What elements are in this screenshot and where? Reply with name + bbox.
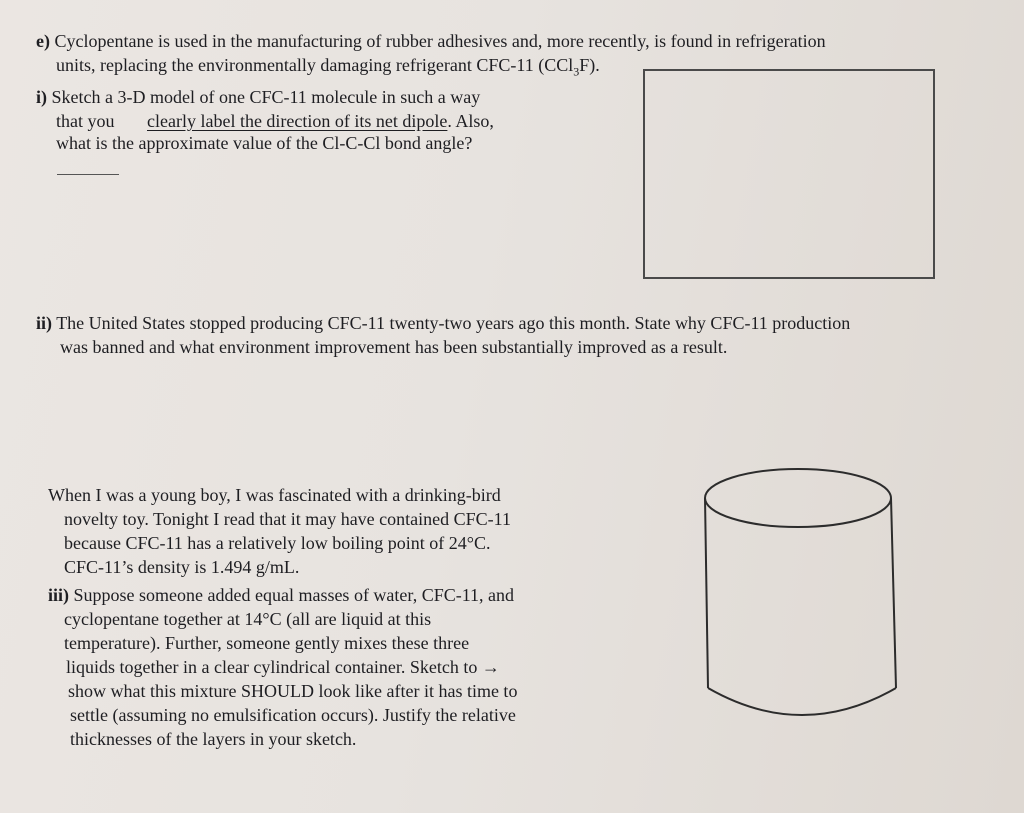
cylinder-left-wall — [705, 498, 708, 688]
cylinder-right-wall — [891, 498, 896, 688]
part-iii-line-1: iii) Suppose someone added equal masses of water, CFC-11, and — [48, 585, 515, 605]
part-iii-line-5: show what this mixture SHOULD look like after it has time to — [68, 681, 518, 701]
part-iii-label: iii) — [48, 585, 69, 605]
part-e-line-1: e) Cyclopentane is used in the manufacturing of rubber adhesives and, more recently, is found in refrigeration — [36, 31, 826, 51]
part-iii-line-4: liquids together in a clear cylindrical container. Sketch to → — [66, 657, 500, 677]
intro-line-4: CFC-11’s density is 1.494 g/mL. — [64, 557, 300, 577]
part-ii-line-1: ii) The United States stopped producing CFC-11 twenty-two years ago this month. State why CFC-11 production — [36, 313, 851, 333]
part-iii-line-7: thicknesses of the layers in your sketch. — [70, 729, 357, 749]
part-e-line-2: units, replacing the environmentally damaging refrigerant CFC-11 (CCl$_3$F). — [56, 55, 600, 79]
intro-line-3: because CFC-11 has a relatively low boiling point of 24°C. — [64, 533, 491, 553]
net-dipole-instruction: clearly label the direction of its net dipole — [147, 111, 448, 131]
part-iii-line-6: settle (assuming no emulsification occurs). Justify the relative — [70, 705, 516, 725]
molecule-sketch-box[interactable] — [643, 69, 935, 279]
cylinder-bottom-curve — [708, 688, 896, 715]
cylinder-top-rim — [705, 469, 891, 527]
intro-line-2: novelty toy. Tonight I read that it may have contained CFC-11 — [64, 509, 511, 529]
part-e-label: e) — [36, 31, 50, 51]
cylinder-container-drawing[interactable] — [700, 462, 902, 724]
part-ii-label: ii) — [36, 313, 52, 333]
part-i-line-3: what is the approximate value of the Cl-C-Cl bond angle? — [56, 133, 473, 153]
part-iii-line-2: cyclopentane together at 14°C (all are liquid at this — [64, 609, 432, 629]
part-i-line-1: i) Sketch a 3-D model of one CFC-11 molecule in such a way — [36, 87, 481, 107]
intro-line-1: When I was a young boy, I was fascinated with a drinking-bird — [48, 485, 501, 505]
part-ii-line-2: was banned and what environment improvement has been substantially improved as a result. — [60, 337, 728, 357]
bond-angle-answer-line[interactable] — [57, 174, 119, 175]
part-i-label: i) — [36, 87, 47, 107]
part-iii-line-3: temperature). Further, someone gently mixes these three — [64, 633, 470, 653]
part-i-line-2: that you clearly label the direction of its net dipole. Also, — [56, 111, 494, 131]
